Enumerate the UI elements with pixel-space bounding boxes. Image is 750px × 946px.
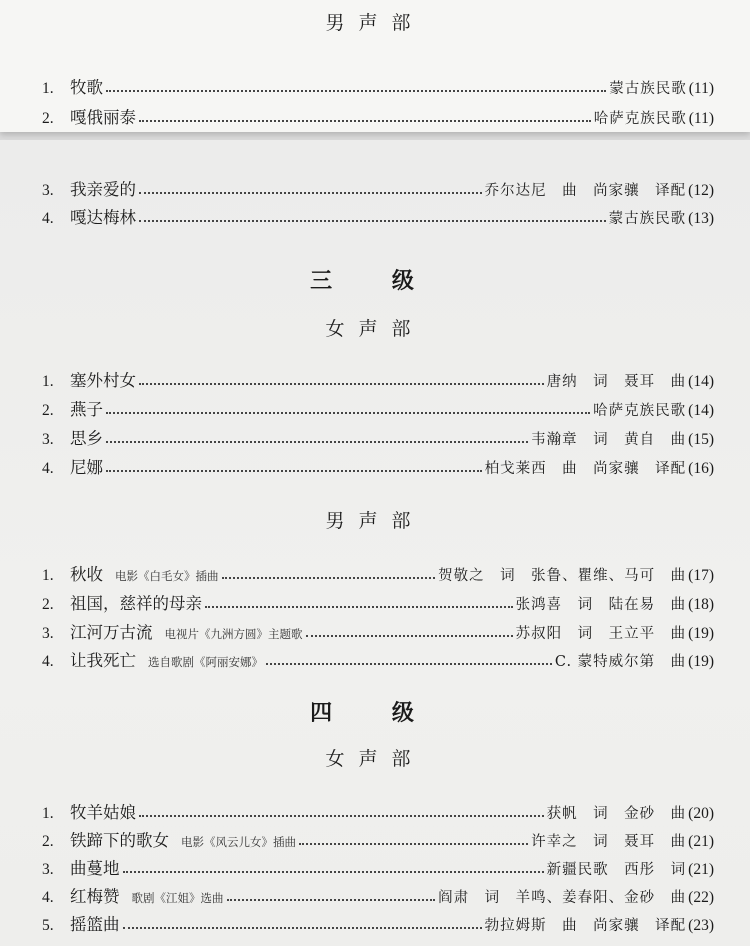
entry-credit: 蒙古族民歌 <box>608 211 687 227</box>
entry-page: (21) <box>688 833 714 850</box>
dot-leader <box>205 602 513 608</box>
entry-title: 让我死亡 <box>70 651 136 670</box>
entry-page: (20) <box>688 805 714 822</box>
entry-number: 4. <box>42 210 54 227</box>
entry-note: 歌剧《江姐》选曲 <box>131 891 224 905</box>
entry-page: (15) <box>688 431 714 448</box>
toc-entry <box>42 619 714 643</box>
entry-note: 电影《风云儿女》插曲 <box>181 835 296 849</box>
entry-number: 2. <box>42 833 54 850</box>
entry-credit: 许幸之 词 聂耳 曲 <box>531 834 687 850</box>
entry-title: 思乡 <box>70 429 103 448</box>
toc-entry <box>42 74 714 98</box>
entry-number: 2. <box>42 110 54 127</box>
section-heading-female: 女声部 <box>325 318 425 340</box>
entry-page: (12) <box>688 182 714 199</box>
toc-entry <box>42 827 714 851</box>
entry-credit: 乔尔达尼 曲 尚家骧 译配 <box>484 183 687 199</box>
main-page <box>0 140 750 946</box>
section-heading-male: 男声部 <box>325 12 425 34</box>
entry-credit: 新疆民歌 西彤 词 <box>546 862 687 878</box>
toc-entry <box>42 454 714 478</box>
dot-leader <box>139 216 606 222</box>
entry-number: 2. <box>42 402 54 419</box>
toc-entry <box>42 204 714 228</box>
entry-number: 3. <box>42 182 54 199</box>
entry-number: 2. <box>42 596 54 613</box>
entry-title: 祖国，慈祥的母亲 <box>70 594 202 613</box>
toc-entry <box>42 590 714 614</box>
entry-credit: 苏叔阳 词 王立平 曲 <box>515 626 687 642</box>
entry-title: 曲蔓地 <box>70 859 120 878</box>
entry-number: 4. <box>42 889 54 906</box>
toc-entry <box>42 911 714 935</box>
entry-page: (22) <box>688 889 714 906</box>
dot-leader <box>299 839 528 845</box>
entry-page: (21) <box>688 861 714 878</box>
entry-page: (23) <box>688 917 714 934</box>
entry-credit: 获帆 词 金砂 曲 <box>546 806 687 822</box>
entry-number: 1. <box>42 805 54 822</box>
entry-number: 3. <box>42 625 54 642</box>
entry-title: 江河万古流 <box>70 623 153 642</box>
dot-leader <box>306 631 513 637</box>
dot-leader <box>123 867 544 873</box>
entry-page: (17) <box>688 567 714 584</box>
toc-entry <box>42 561 714 585</box>
entry-credit: 唐纳 词 聂耳 曲 <box>546 374 687 390</box>
entry-credit: 蒙古族民歌 <box>609 81 687 97</box>
entry-page: (19) <box>688 653 714 670</box>
toc-entry <box>42 367 714 391</box>
entry-title: 嘎俄丽泰 <box>70 108 136 127</box>
dot-leader <box>266 659 552 665</box>
entry-number: 3. <box>42 861 54 878</box>
entry-credit: 勃拉姆斯 曲 尚家骧 译配 <box>484 918 687 934</box>
entry-credit: 柏戈莱西 曲 尚家骧 译配 <box>484 461 687 477</box>
dot-leader <box>106 466 482 472</box>
level-heading-4: 四 级 <box>310 701 440 726</box>
entry-number: 1. <box>42 373 54 390</box>
entry-number: 4. <box>42 653 54 670</box>
entry-title: 嘎达梅林 <box>70 208 136 227</box>
entry-credit: 哈萨克族民歌 <box>593 111 687 127</box>
dot-leader <box>227 895 436 901</box>
toc-entry <box>42 396 714 420</box>
entry-title: 牧歌 <box>70 78 103 97</box>
entry-credit: 哈萨克族民歌 <box>593 403 687 419</box>
entry-credit: C. 蒙特威尔第 曲 <box>554 654 687 670</box>
section-heading-female: 女声部 <box>325 748 425 770</box>
entry-page: (14) <box>688 402 714 419</box>
entry-title: 我亲爱的 <box>70 180 136 199</box>
entry-number: 1. <box>42 80 54 97</box>
entry-credit: 阎肃 词 羊鸣、姜春阳、金砂 曲 <box>438 890 687 906</box>
entry-page: (18) <box>688 596 714 613</box>
entry-title: 尼娜 <box>70 458 103 477</box>
toc-entry <box>42 104 714 128</box>
dot-leader <box>106 408 590 414</box>
entry-title: 摇篮曲 <box>70 915 120 934</box>
entry-note: 电视片《九洲方圆》主题歌 <box>164 627 303 641</box>
entry-title: 塞外村女 <box>70 371 136 390</box>
toc-entry <box>42 855 714 879</box>
entry-credit: 韦瀚章 词 黄自 曲 <box>531 432 687 448</box>
dot-leader <box>106 437 528 443</box>
entry-page: (19) <box>688 625 714 642</box>
entry-title: 燕子 <box>70 400 103 419</box>
entry-page: (13) <box>688 210 714 227</box>
section-heading-male: 男声部 <box>325 510 425 532</box>
toc-entry <box>42 647 714 671</box>
entry-note: 电影《白毛女》插曲 <box>115 569 219 583</box>
entry-number: 5. <box>42 917 54 934</box>
toc-entry <box>42 799 714 823</box>
entry-page: (14) <box>688 373 714 390</box>
entry-note: 选自歌剧《阿丽安娜》 <box>148 655 263 669</box>
dot-leader <box>106 86 606 92</box>
entry-page: (11) <box>688 80 714 97</box>
entry-page: (16) <box>688 460 714 477</box>
entry-title: 秋收 <box>70 565 103 584</box>
entry-title: 牧羊姑娘 <box>70 803 136 822</box>
dot-leader <box>139 116 591 122</box>
entry-credit: 贺敬之 词 张鲁、瞿维、马可 曲 <box>438 568 687 584</box>
dot-leader <box>139 379 544 385</box>
entry-title: 铁蹄下的歌女 <box>70 831 169 850</box>
entry-page: (11) <box>688 110 714 127</box>
dot-leader <box>123 923 482 929</box>
level-heading-3: 三 级 <box>310 269 440 294</box>
entry-credit: 张鸿喜 词 陆在易 曲 <box>515 597 687 613</box>
dot-leader <box>139 811 544 817</box>
dot-leader <box>222 573 436 579</box>
toc-entry <box>42 425 714 449</box>
entry-number: 1. <box>42 567 54 584</box>
entry-number: 3. <box>42 431 54 448</box>
toc-entry <box>42 883 714 907</box>
entry-title: 红梅赞 <box>70 887 120 906</box>
entry-number: 4. <box>42 460 54 477</box>
dot-leader <box>139 188 482 194</box>
toc-entry <box>42 176 714 200</box>
